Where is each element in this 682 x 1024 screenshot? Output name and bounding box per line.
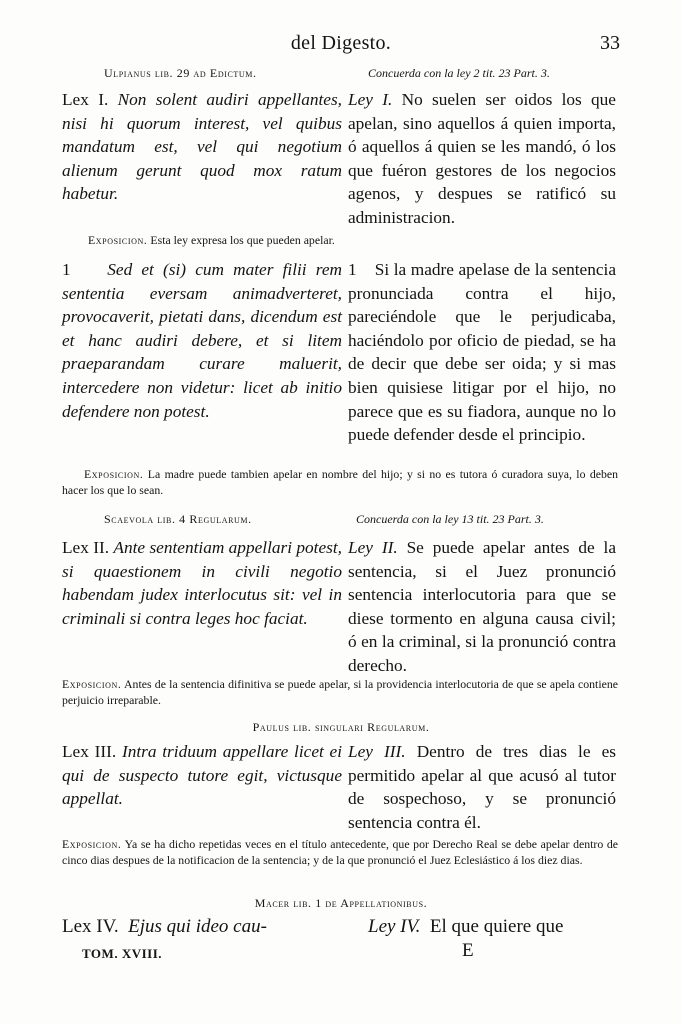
source-right-1: Concuerda con la ley 2 tit. 23 Part. 3.: [368, 66, 550, 80]
exposicion-text: La madre puede tambien apelar en nombre del hijo; y si no es tutora ó curadora suya, lo deben hacer los que lo sean.: [62, 467, 618, 497]
lex4-latin-text: Ejus qui ideo cau-: [128, 916, 267, 937]
lex3-spanish-head: Ley III.: [348, 742, 406, 761]
paragraph-number: 1: [348, 260, 357, 279]
lex1-spanish-head: Ley I.: [348, 90, 393, 109]
running-title: del Digesto.: [290, 32, 392, 54]
lex4-spanish: [368, 916, 618, 938]
lex1-exposicion: [88, 232, 644, 248]
source-4: Macer lib. 1 de Appellationibus.: [254, 896, 428, 910]
exposicion-label: Exposicion.: [88, 233, 148, 247]
lex3-exposicion: [62, 836, 618, 868]
lex2-exposicion: [62, 676, 618, 708]
lex1-latin: [62, 88, 342, 206]
lex1-p1-spanish: [348, 258, 616, 447]
lex4-latin-head: Lex IV.: [62, 916, 119, 937]
signature-mark: E: [462, 940, 474, 961]
lex2-latin-text: Ante sententiam appellari potest, si quaestionem in civili negotio habendam judex interlocutus sit: vel in criminali si contra leges hoc faciat.: [62, 538, 342, 628]
exposicion-label: Exposicion.: [84, 467, 144, 481]
lex3-latin-text: Intra triduum appellare licet ei qui de suspecto tutore egit, victusque appellat.: [62, 742, 342, 809]
lex4-latin: [62, 916, 342, 938]
exposicion-text: Esta ley expresa los que pueden apelar.: [150, 233, 335, 247]
source-left-2: Scaevola lib. 4 Regularum.: [104, 512, 252, 526]
lex2-latin: [62, 536, 342, 630]
lex3-latin-head: Lex III.: [62, 742, 117, 761]
lex2-latin-head: Lex II.: [62, 538, 110, 557]
exposicion-text: Ya se ha dicho repetidas veces en el título antecedente, que por Derecho Real se debe apelar dentro de cinco dias despues de la notificacion de la sentencia; y de la que pronunció el Juez Eclesiástico á los diez dias.: [62, 837, 618, 867]
lex3-spanish-text: Dentro de tres dias le es permitido apelar al que acusó al tutor de sospechoso, y se pronunció sentencia contra él.: [348, 742, 616, 832]
source-right-2: Concuerda con la ley 13 tit. 23 Part. 3.: [356, 512, 544, 526]
lex1-p1-spanish-text: Si la madre apelase de la sentencia pronunciada contra el hijo, pareciéndole que le perjudicaba, haciéndolo por oficio de piedad, se ha de decir que debe ser oida; y si mas bien quisiese litigar por el hijo, no parece que es su fiadora, aunque no lo puede defender desde el principio.: [348, 260, 617, 445]
lex1-spanish: [348, 88, 616, 230]
lex2-spanish-text: Se puede apelar antes de la sentencia, si el Juez pronunció sentencia interlocutoria para que se diese tormento en alguna causa civil; ó en la criminal, si la pronunció contra derecho.: [348, 538, 616, 675]
lex1-latin-head: Lex I.: [62, 90, 109, 109]
paragraph-number: 1: [62, 260, 71, 279]
source-3: Paulus lib. singulari Regularum.: [252, 720, 430, 734]
lex3-spanish: [348, 740, 616, 834]
volume-footer: TOM. XVIII.: [82, 946, 163, 961]
lex3-latin: [62, 740, 342, 811]
lex2-spanish: [348, 536, 616, 678]
page-number: 33: [600, 32, 620, 54]
lex1-p1-latin-text: Sed et (si) cum mater filii rem sententia eversam animadverteret, provocaverit, pietati dans, dicendum est et hanc audiri debere, et si litem praeparandam curare maluerit, intercedere non videtur: licet ab initio defendere non potest.: [62, 260, 343, 421]
lex1-latin-text: Non solent audiri appellantes, nisi hi quorum interest, vel quibus mandatum est, vel qui negotium alienum gerunt quod mox ratum habetur.: [62, 90, 342, 204]
lex1-p1-latin: [62, 258, 342, 423]
exposicion-label: Exposicion.: [62, 837, 122, 851]
lex1-p1-exposicion: [62, 466, 618, 498]
lex4-spanish-head: Ley IV.: [368, 916, 421, 937]
lex1-spanish-text: No suelen ser oidos los que apelan, sino aquellos á quien importa, ó aquellos á quien se les mandó, ó los que fuéron gestores de los negocios agenos, y despues se ratificó su administracion.: [348, 90, 616, 227]
exposicion-label: Exposicion.: [62, 677, 122, 691]
source-left-1: Ulpianus lib. 29 ad Edictum.: [104, 66, 257, 80]
exposicion-text: Antes de la sentencia difinitiva se puede apelar, si la providencia interlocutoria de que se apela contiene perjuicio irreparable.: [62, 677, 618, 707]
lex4-spanish-text: El que quiere que: [429, 916, 564, 937]
lex2-spanish-head: Ley II.: [348, 538, 398, 557]
